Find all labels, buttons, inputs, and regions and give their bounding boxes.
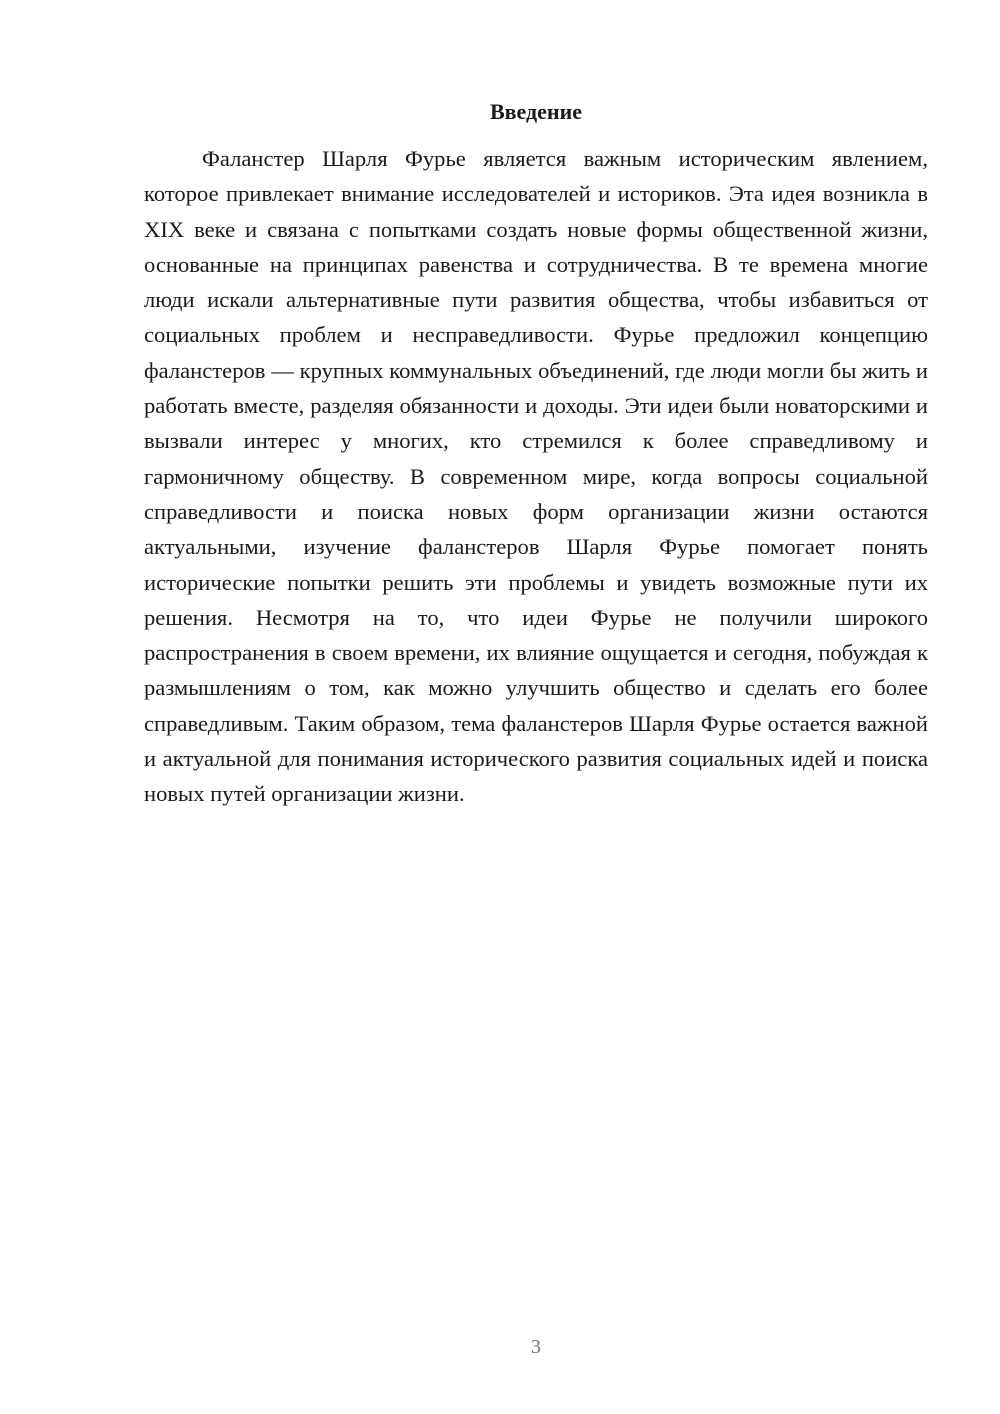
body-paragraph: Фаланстер Шарля Фурье является важным историческим явлением, которое привлекает внимание исследователей и историков. Эта идея возникла в XIX веке и связана с попытками создать новые формы общественной жизни, основанные на принципах равенства и сотрудничества. В те времена многие люди искали альтернативные пути развития общества, чтобы избавиться от социальных проблем и несправедливости. Фурье предложил концепцию фаланстеров — крупных коммунальных объединений, где люди могли бы жить и работать вместе, разделяя обязанности и доходы. Эти идеи были новаторскими и вызвали интерес у многих, кто стремился к более справедливому и гармоничному обществу. В современном мире, когда вопросы социальной справедливости и поиска новых форм организации жизни остаются актуальными, изучение фаланстеров Шарля Фурье помогает понять исторические попытки решить эти проблемы и увидеть возможные пути их решения. Несмотря на то, что идеи Фурье не получили широкого распространения в своем времени, их влияние ощущается и сегодня, побуждая к размышлениям о том, как можно улучшить общество и сделать его более справедливым. Таким образом, тема фаланстеров Шарля Фурье остается важной и актуальной для понимания исторического развития социальных идей и поиска новых путей организации жизни. — [144, 146, 928, 807]
section-heading: Введение — [489, 99, 583, 124]
page-number: 3 — [531, 1336, 541, 1358]
